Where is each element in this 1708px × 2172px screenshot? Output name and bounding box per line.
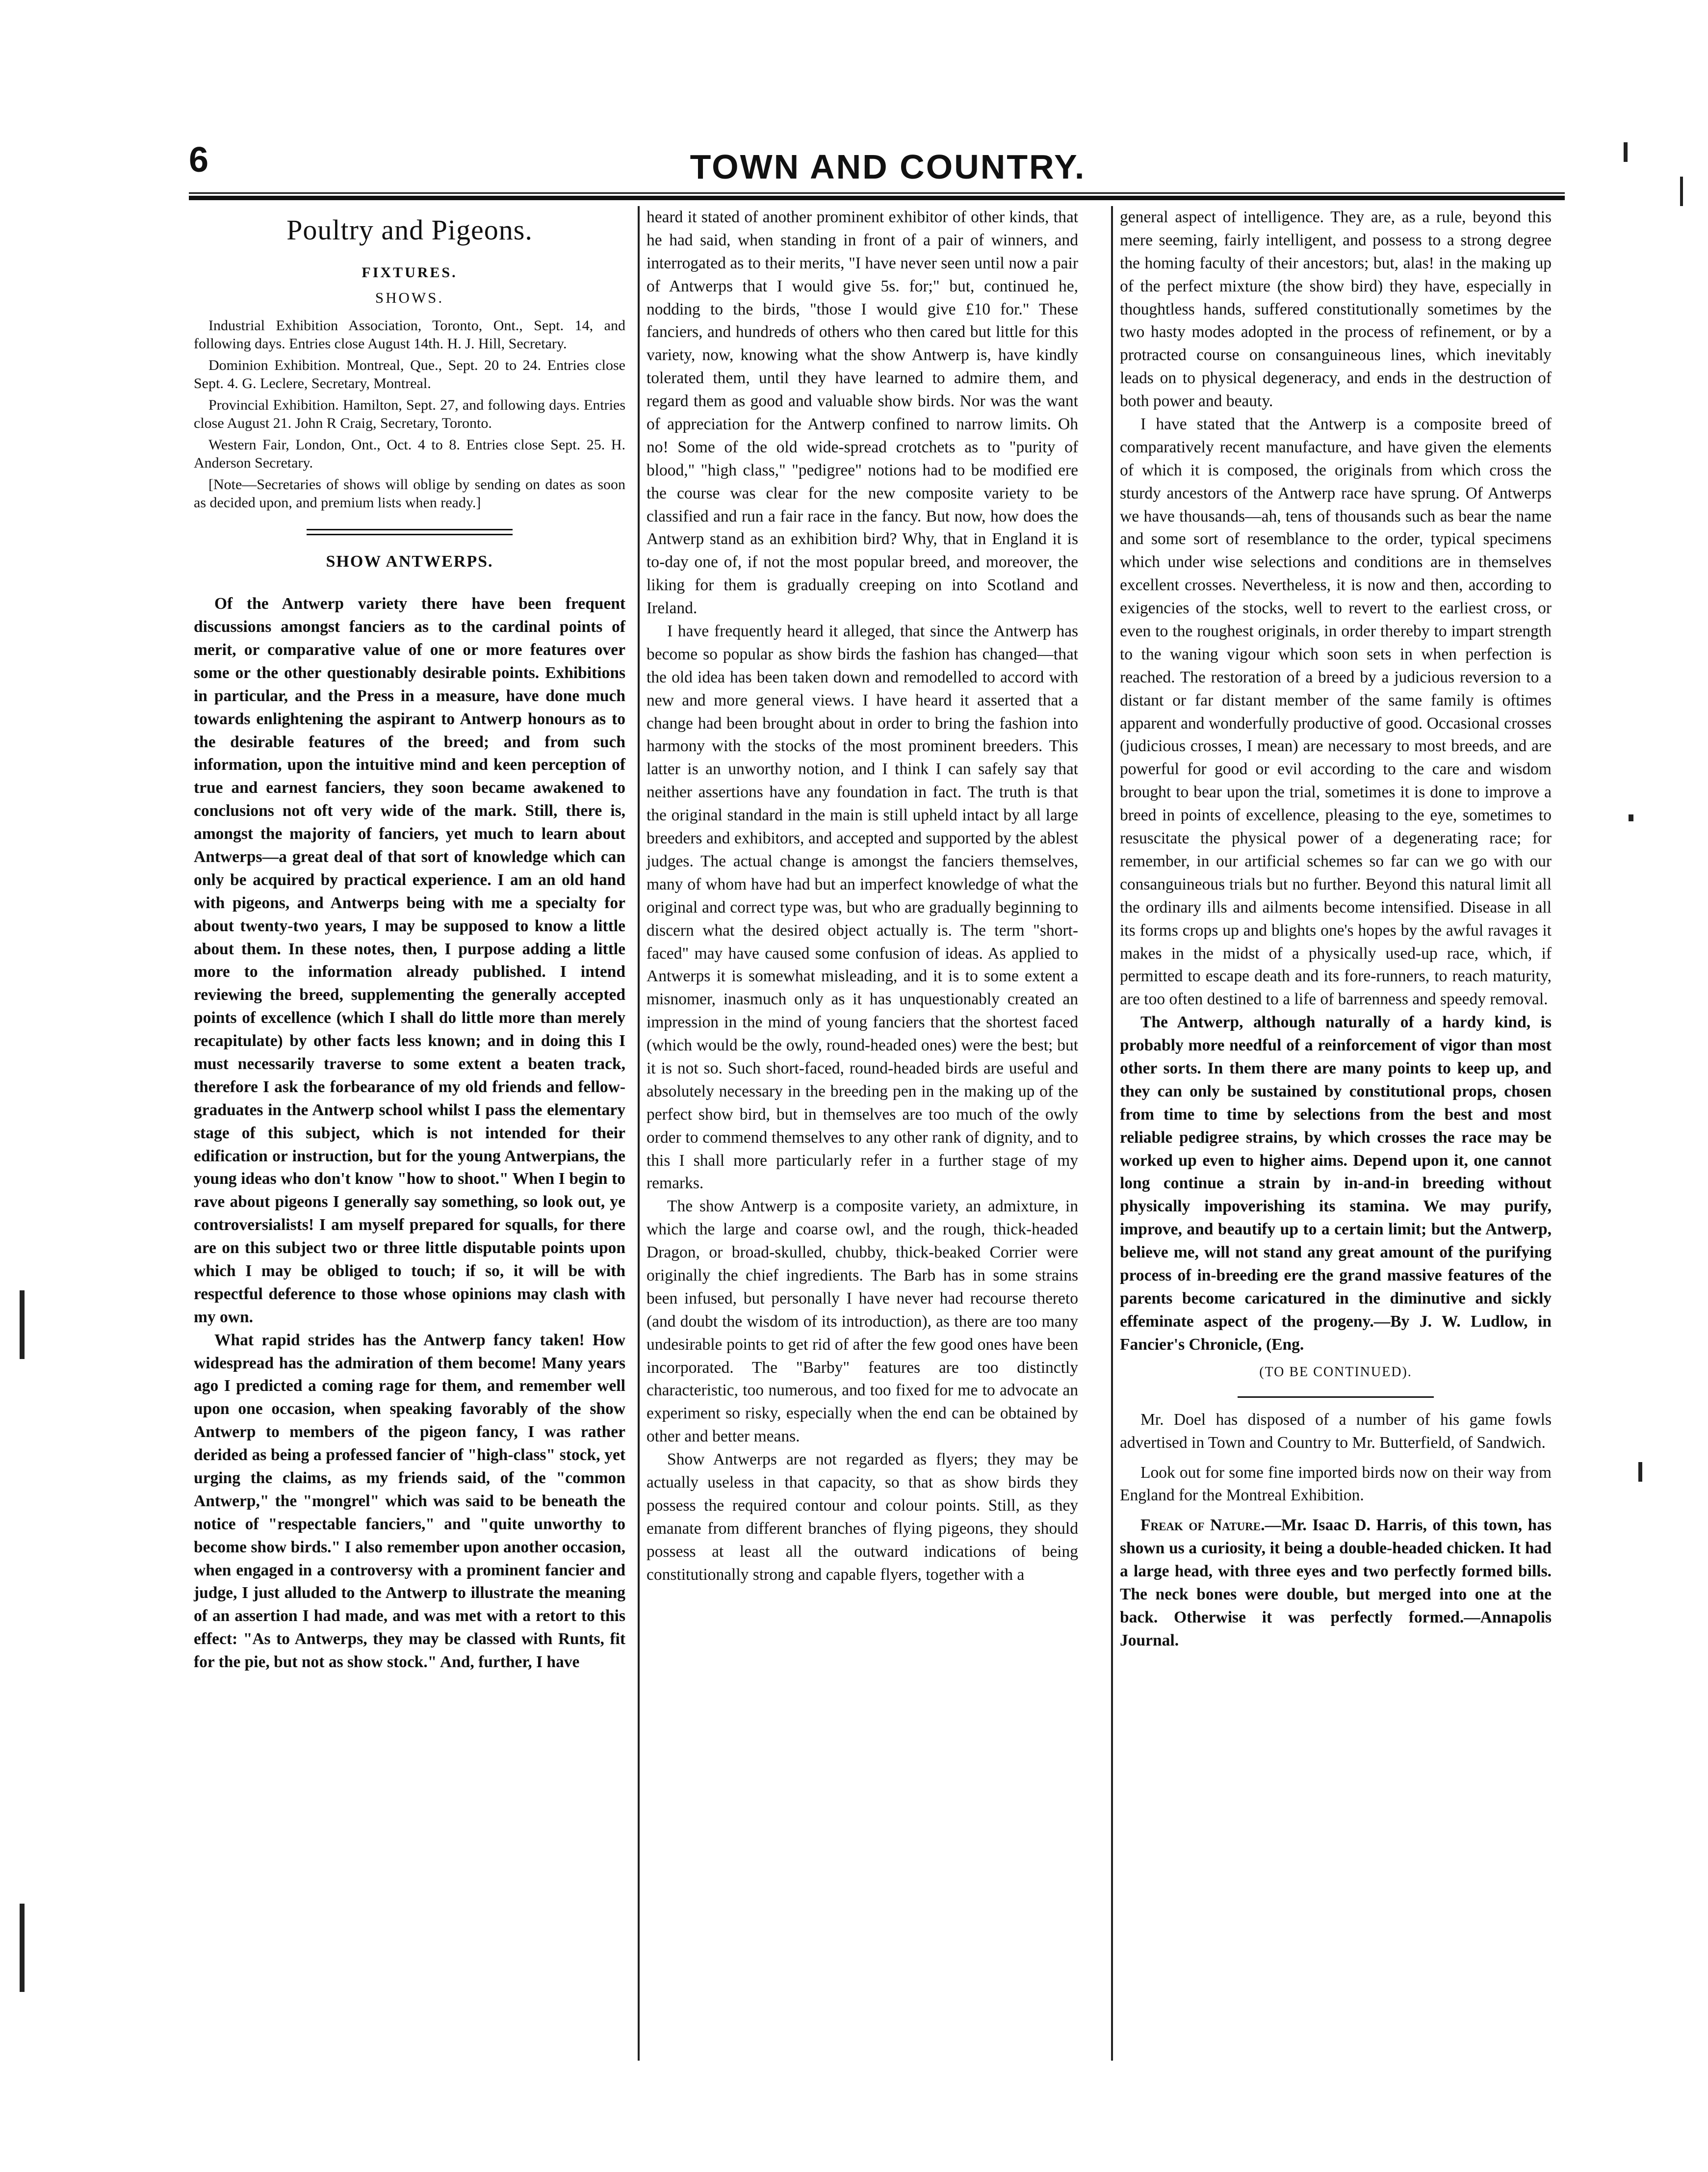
- section-rule: [1238, 1396, 1434, 1398]
- news-brief: Look out for some fine imported birds now on their way from England for the Montreal Exhibition.: [1120, 1463, 1552, 1505]
- article-paragraph: Show Antwerps are not regarded as flyers; they may be actually useless in that capacity, so that as show birds they possess the required contour and colour points. Still, as they emanate from different branches of flying pigeons, they should possess at least all the outward indications of being constitutionally strong and capable flyers, together with a: [647, 1450, 1078, 1584]
- article-paragraph: I have stated that the Antwerp is a composite breed of comparatively recent manufacture, and have given the elements of which it is composed, the originals from which cross the sturdy ancestors of the Antwerp race have sprung. Of Antwerps we have thousands—ah, tens of thousands such as bear the name and some sort of resemblance to the order, typical specimens which under wise selections and conditions are in themselves excellent crosses. Nevertheless, it is now and then, according to exigencies of the stocks, well to revert to the earliest cross, or even to the roughest originals, in order thereby to impart strength to the waning vigour which soon sets in when perfection is reached. The restoration of a breed by a judicious reversion to a distant or far distant member of the same family is oftimes apparent and wonderfully productive of good. Occasional crosses (judicious crosses, I mean) are necessary to most breeds, and are powerful for good or evil according to the care and wisdom brought to bear upon the trial, sometimes it is done to improve a breed in points of excellence, pleasing to the eye, sometimes to resuscitate the physical power of a degenerating race; for remember, in our artificial schemes so far can we go with our consanguineous trials but no further. Beyond this natural limit all the ordinary ills and ailments become intensified. Disease in all its forms crops up and blights one's hopes by the awful ravages it makes in the midst of a physically used-up race, which, if permitted to escape death and its fore-runners, to reach maturity, are too often destined to a life of barrenness and speedy removal.: [1120, 415, 1552, 1009]
- fixture-entry: Industrial Exhibition Association, Toronto, Ont., Sept. 14, and following days. Entries close August 14th. H. J. Hill, Secretary.: [194, 317, 625, 352]
- scan-speck: [1680, 177, 1683, 206]
- column-2: [647, 206, 1078, 1586]
- news-brief: [1120, 1514, 1552, 1652]
- page-number: 6: [189, 140, 209, 180]
- article-paragraph: general aspect of intelligence. They are, as a rule, beyond this mere seeming, fairly intelligent, and possess to a strong degree the homing faculty of their ancestors; but, alas! in the making up of the perfect mixture (the show bird) they have, especially in thoughtless hands, suffered constitutionally sometimes by the two hasty modes adopted in the process of refinement, or by a protracted course on consanguineous lines, which inevitably leads on to physical degeneracy, and ends in the destruction of both power and beauty.: [1120, 208, 1552, 411]
- scan-speck: [1629, 814, 1633, 821]
- brief-title: Freak of Nature.: [1140, 1516, 1265, 1535]
- brief-text: —Mr. Isaac D. Harris, of this town, has shown us a curiosity, it being a double-headed chicken. It had a large head, with three eyes and two perfectly formed bills. The neck bones were double, but merged into one at the back. Otherwise it was perfectly formed.—Annapolis Journal.: [1120, 1516, 1552, 1649]
- fixtures-heading: FIXTURES.: [362, 264, 458, 281]
- secretaries-note: [Note—Secretaries of shows will oblige by sending on dates as soon as decided upon, and premium lists when ready.]: [194, 476, 625, 511]
- article-paragraph: Of the Antwerp variety there have been frequent discussions amongst fanciers as to the cardinal points of merit, or comparative value of one or more features over some or the other questionably desirable points. Exhibitions in particular, and the Press in a measure, have done much towards enlightening the aspirant to Antwerp honours as to the desirable features of the breed; and from such information, upon the intuitive mind and keen perception of true and earnest fanciers, they soon became awakened to conclusions not oft very wide of the mark. Still, there is, amongst the majority of fanciers, yet much to learn about Antwerps—a great deal of that sort of knowledge which can only be acquired by practical experience. I am an old hand with pigeons, and Antwerps being with me a specialty for about twenty-two years, I may be supposed to know a little about them. In these notes, then, I purpose adding a little more to the information already published. I intend reviewing the breed, supplementing the generally accepted points of excellence (which I shall do little more than merely recapitulate) by other facts less known; and in doing this I must necessarily traverse to some extent a beaten track, therefore I ask the forbearance of my old friends and fellow-graduates in the Antwerp school whilst I pass the elementary stage of this subject, which is not intended for their edification or instruction, but for the young Antwerpians, the young ideas who don't know "how to shoot." When I begin to rave about pigeons I generally say something, so look out, ye controversialists! I am myself prepared for squalls, for there are on this subject two or three little disputable points upon which I may be obliged to touch; if so, it will be with respectful deference to those whose opinions may clash with my own.: [194, 595, 625, 1326]
- column-3: [1120, 206, 1552, 1659]
- scan-speck: [1638, 1462, 1642, 1482]
- article-paragraph: heard it stated of another prominent exhibitor of other kinds, that he had said, when standing in front of a pair of winners, and interrogated as to their merits, "I have never seen until now a pair of Antwerps that I would give 5s. for;" but, continued he, nodding to the birds, "those I would give £10 for." These fanciers, and hundreds of others who then cared but little for this variety, now, knowing what the show Antwerp is, have kindly tolerated them, until they have learned to admire them, and regard them as good and valuable show birds. Nor was the want of appreciation for the Antwerp confined to narrow limits. Oh no! Some of the old wide-spread crotchets as to "purity of blood," "high class," "pedigree" notions had to be modified ere the course was clear for the new composite variety to be classified and run a fair race in the fancy. But now, how does the Antwerp stand as an exhibition bird? Why, that in England it is to-day one of, if not the most popular breed, and moreover, the liking for them is gradually creeping on into Scotland and Ireland.: [647, 208, 1078, 618]
- section-rule: [307, 529, 513, 535]
- column-divider: [1111, 206, 1113, 2061]
- news-brief: Mr. Doel has disposed of a number of his game fowls advertised in Town and Country to Mr. Butterfield, of Sandwich.: [1120, 1410, 1552, 1452]
- scan-speck: [20, 1290, 25, 1359]
- article-paragraph: The Antwerp, although naturally of a hardy kind, is probably more needful of a reinforcement of vigor than most other sorts. In them there are many points to keep up, and they can only be sustained by constitutional props, chosen from time to time by selections from the best and most reliable pedigree strains, by which crosses the race may be worked up even to higher aims. Depend upon it, one cannot long continue a strain by in-and-in breeding without physically impoverishing its stamina. We may purify, improve, and beautify up to a certain limit; but the Antwerp, believe me, will not stand any great amount of the purifying process of in-breeding ere the grand massive features of the parents become caricatured in the diminutive and sickly effeminate aspect of the progeny.—By J. W. Ludlow, in Fancier's Chronicle, (Eng.: [1120, 1013, 1552, 1354]
- fixture-entry: Provincial Exhibition. Hamilton, Sept. 27, and following days. Entries close August 21. John R Craig, Secretary, Toronto.: [194, 396, 625, 432]
- fixture-entry: Dominion Exhibition. Montreal, Que., Sept. 20 to 24. Entries close Sept. 4. G. Leclere, Secretary, Montreal.: [194, 357, 625, 392]
- fixture-entry: Western Fair, London, Ont., Oct. 4 to 8. Entries close Sept. 25. H. Anderson Secretary.: [194, 436, 625, 471]
- shows-heading: SHOWS.: [375, 289, 444, 307]
- article-paragraph: What rapid strides has the Antwerp fancy taken! How widespread has the admiration of them become! Many years ago I predicted a coming rage for them, and remember well upon one occasion, when speaking favorably of the show Antwerp to members of the pigeon fancy, I was rather derided as being a professed fancier of "high-class" stock, yet urging the claims, as my friends said, of the "common Antwerp," the "mongrel" which was said to be beneath the notice of "respectable fanciers," and "quite unworthy to become show birds." I also remember upon another occasion, when engaged in a controversy with a prominent fancier and judge, I just alluded to the Antwerp to illustrate the meaning of an assertion I had made, and was met with a retort to this effect: "As to Antwerps, they may be classed with Runts, fit for the pie, but not as show stock." And, further, I have: [194, 1331, 625, 1672]
- masthead-title: TOWN AND COUNTRY.: [690, 148, 1086, 186]
- scan-speck: [1624, 142, 1628, 162]
- scan-speck: [20, 1904, 25, 1992]
- masthead-rule: [189, 192, 1565, 200]
- column-1: [194, 206, 625, 1674]
- article-paragraph: I have frequently heard it alleged, that since the Antwerp has become so popular as show birds the fashion has changed—that the old idea has been taken down and remodelled to accord with new and more general views. I have heard it asserted that a change had been brought about in order to bring the fashion into harmony with the stocks of the most prominent breeders. This latter is an unworthy notion, and I think I can safely say that neither assertions have any foundation in fact. The truth is that the original standard in the main is still upheld intact by all large breeders and exhibitors, and accepted and supported by the ablest judges. The actual change is amongst the fanciers themselves, many of whom have had but an imperfect knowledge of what the original and correct type was, but who are gradually beginning to discern what the desired object actually is. The term "short-faced" may have caused some confusion of ideas. As applied to Antwerps it is somewhat misleading, and it is to some extent a misnomer, inasmuch only as it has unquestionably created an impression in the mind of young fanciers that the shortest faced (which would be the owly, round-headed ones) were the best; but it is not so. Such short-faced, round-headed birds are useful and absolutely necessary in the breeding pen in the making up of the perfect show bird, but in themselves are too much of the owly order to commend themselves to any other rank of dignity, and to this I shall more particularly refer in a further stage of my remarks.: [647, 622, 1078, 1193]
- article-paragraph: The show Antwerp is a composite variety, an admixture, in which the large and coarse owl, and the rough, thick-headed Dragon, or broad-skulled, chubby, thick-beaked Corrier were originally the chief ingredients. The Barb has in some strains been infused, but personally I have never had recourse thereto (and doubt the wisdom of its introduction), as there are too many undesirable points to get rid of after the few good ones have been incorporated. The "Barby" features are too distinctly characteristic, too numerous, and too fixed for me to advocate an experiment so risky, especially when the end can be obtained by other and better means.: [647, 1197, 1078, 1446]
- column-divider: [638, 206, 640, 2061]
- continued-notice: (TO BE CONTINUED).: [1259, 1364, 1412, 1380]
- article-title: SHOW ANTWERPS.: [326, 552, 493, 571]
- section-title: Poultry and Pigeons.: [286, 214, 533, 246]
